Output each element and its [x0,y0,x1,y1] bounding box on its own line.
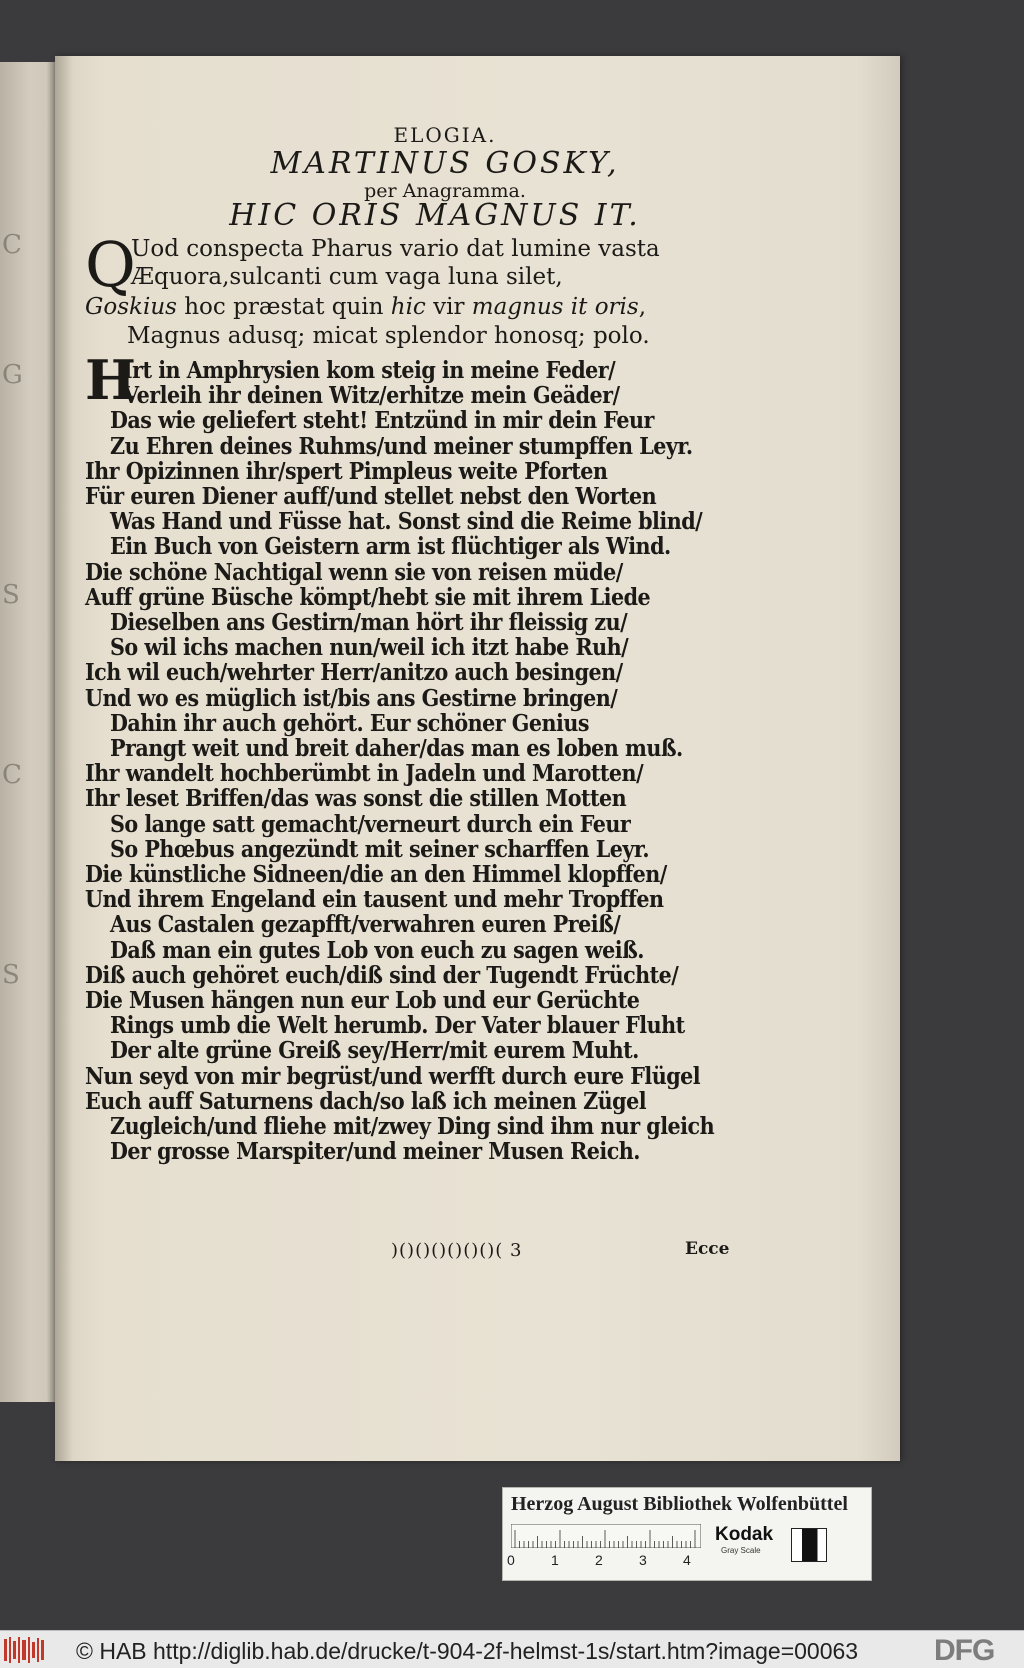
bleed-through-mark: C [2,230,22,260]
german-poem-line: So lange satt gemacht/verneurt durch ein Feur [110,809,631,838]
german-poem-line: Rings umb die Welt herumb. Der Vater blauer Fluht [110,1011,685,1040]
barcode-icon [4,1637,46,1663]
german-poem-line: Und wo es müglich ist/bis ans Gestirne bringen/ [85,683,618,712]
latin-line-3-part: vir [425,294,472,320]
kodak-brand: Kodak [715,1524,774,1545]
bleed-through-mark: S [2,580,20,610]
signature-ornament: )()()()()()()( 3 [391,1240,523,1261]
german-poem-line: Ein Buch von Geistern arm ist flüchtiger als Wind. [110,532,671,561]
german-poem-line: So Phœbus angezündt mit seiner scharffen Leyr. [110,834,649,863]
bleed-through-mark: S [2,960,20,990]
german-poem-line: Ihr Opizinnen ihr/spert Pimpleus weite Pforten [85,456,608,485]
latin-line-3 [85,296,646,319]
german-poem-line: Verleih ihr deinen Witz/erhitze mein Geäder/ [123,381,620,410]
german-poem-line: Diß auch gehöret euch/diß sind der Tugendt Früchte/ [85,960,679,989]
german-poem-line: Auff grüne Büsche kömpt/hebt sie mit ihrem Liede [85,582,651,611]
german-poem-line: Was Hand und Füsse hat. Sonst sind die Reime blind/ [110,507,703,536]
german-poem-line: Ihr wandelt hochberümbt in Jadeln und Marotten/ [85,759,644,788]
german-poem-line: Ich wil euch/wehrter Herr/anitzo auch besingen/ [85,658,623,687]
german-poem-line: Dieselben ans Gestirn/man hört ihr fleissig zu/ [110,608,628,636]
german-poem-line: Ihr leset Briffen/das was sonst die stillen Motten [85,784,627,813]
latin-dropcap: Q [85,228,136,301]
book-page [55,56,900,1461]
german-poem-line: Die künstliche Sidneen/die an den Himmel klopffen/ [85,860,667,888]
ruler-number: 2 [595,1552,603,1568]
german-poem-line: Aus Castalen gezapfft/verwahren euren Preiß/ [110,910,621,939]
facing-page-edge [0,62,55,1402]
german-poem-line: Der alte grüne Greiß sey/Herr/mit eurem Muht. [110,1036,639,1065]
latin-line-3-part: , [638,294,647,320]
german-poem-line: Nun seyd von mir begrüst/und werfft durch eure Flügel [85,1061,701,1090]
latin-line-3-part: hoc præstat quin [176,294,391,320]
bleed-through-mark: G [2,360,23,390]
german-poem-line: Für euren Diener auff/und stellet nebst den Worten [85,482,657,510]
dfg-logo: DFG [934,1634,995,1667]
gray-scale-label: Gray Scale [721,1546,761,1555]
german-poem-line: Irt in Amphrysien kom steig in meine Feder/ [123,356,616,384]
german-poem-line: Zu Ehren deines Ruhms/und meiner stumpffen Leyr. [110,431,693,460]
source-url[interactable]: © HAB http://diglib.hab.de/drucke/t-904-2f-helmst-1s/start.htm?image=00063 [76,1638,859,1664]
german-poem-line: Euch auff Saturnens dach/so laß ich meinen Zügel [85,1086,647,1115]
ruler-number: 4 [683,1552,691,1568]
german-dropcap: H [85,348,137,412]
poem-subject-name: MARTINUS GOSKY, [270,146,620,181]
german-poem-line: Zugleich/und fliehe mit/zwey Ding sind ihm nur gleich [110,1112,715,1140]
german-poem-line: Die schöne Nachtigal wenn sie von reisen müde/ [85,557,623,586]
library-color-card [502,1487,872,1581]
viewer-footer [0,1630,1024,1668]
page-text [55,56,900,1461]
bleed-through-mark: C [2,760,22,790]
section-heading: ELOGIA. [393,123,497,147]
latin-line-3-part: magnus it oris [471,294,639,320]
german-poem-line: So wil ichs machen nun/weil ich itzt habe Ruh/ [110,633,629,662]
ruler-scale-icon [511,1524,701,1548]
german-poem-line: Daß man ein gutes Lob von euch zu sagen weiß. [110,935,644,964]
catchword: Ecce [685,1239,730,1259]
gray-scale-swatch-icon [791,1528,827,1562]
ruler-number: 3 [639,1552,647,1568]
latin-line-4: Magnus adusq; micat splendor honosq; polo. [127,323,650,349]
german-poem-line: Der grosse Marspiter/und meiner Musen Reich. [110,1137,640,1166]
library-name: Herzog August Bibliothek Wolfenbüttel [511,1493,848,1515]
german-poem-line: Und ihrem Engeland ein tausent und mehr Tropffen [85,885,664,914]
anagram-title: HIC ORIS MAGNUS IT. [229,198,641,233]
german-poem-line: Dahin ihr auch gehört. Eur schöner Genius [110,708,589,737]
latin-line-3-part: hic [390,294,426,320]
page-gutter-shadow [55,56,73,1461]
latin-line-1: Uod conspecta Pharus vario dat lumine vasta [131,236,660,262]
anagram-note: per Anagramma. [364,180,526,202]
german-poem-line: Die Musen hängen nun eur Lob und eur Gerüchte [85,986,640,1014]
latin-line-3-part: Goskius [85,294,177,320]
latin-line-2: Æquora,sulcanti cum vaga luna silet, [131,264,563,290]
ruler-number: 1 [551,1552,559,1568]
german-poem-line: Prangt weit und breit daher/das man es loben muß. [110,734,683,762]
german-poem-line: Das wie geliefert steht! Entzünd in mir dein Feur [110,406,654,435]
ruler-number: 0 [507,1552,515,1568]
